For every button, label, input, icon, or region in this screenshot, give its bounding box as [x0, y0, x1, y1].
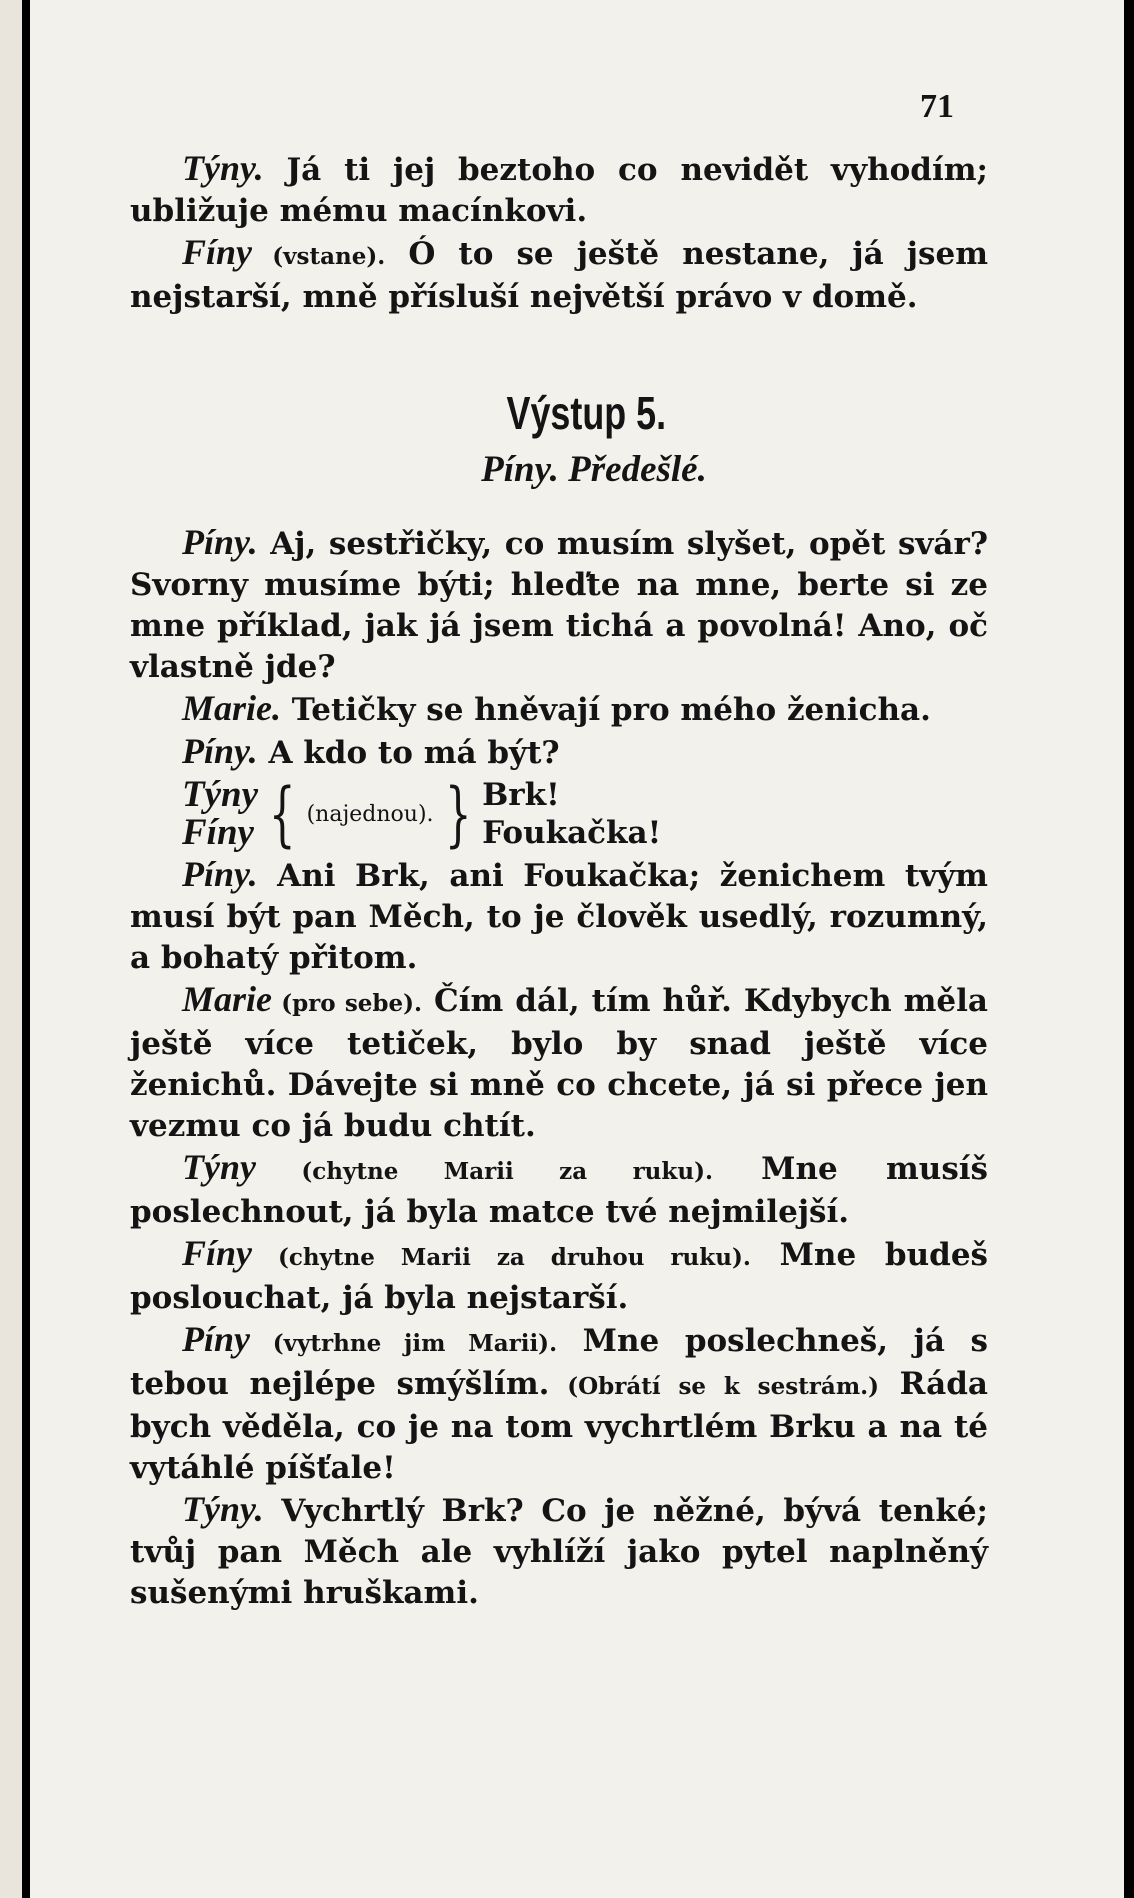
line-text: Ráda bych věděla, co je na tom vychrtlém Brku a na té vytáhlé píšťale!	[130, 1366, 988, 1486]
speaker-name: Týny	[182, 1147, 256, 1187]
speaker-name: Píny	[182, 1319, 250, 1359]
stage-direction: (vstane).	[252, 243, 386, 270]
dialogue-line	[130, 148, 988, 232]
speaker-name: Týny.	[182, 148, 264, 188]
line-text: Mne musíš poslechnout, já byla matce tvé nejmilejší.	[130, 1151, 989, 1230]
line-text: Foukačka!	[482, 815, 662, 851]
dialogue-line	[130, 731, 988, 774]
dialogue-line	[130, 979, 988, 1147]
dialogue-line	[130, 1233, 988, 1319]
speaker-name: Týny	[182, 774, 259, 815]
dialogue-line	[130, 232, 988, 318]
line-text: Ani Brk, ani Foukačka; ženichem tvým musí být pan Měch, to je člověk usedlý, rozumný, a bohatý přitom.	[130, 858, 988, 976]
chorus-lines	[482, 776, 661, 852]
line-text: Mne poslechneš, já s tebou nejlépe smýšlím.	[130, 1323, 988, 1402]
speaker-name: Píny.	[182, 854, 258, 894]
speaker-name: Píny.	[182, 731, 258, 771]
left-brace-icon: {	[268, 773, 296, 855]
speaker-name: Fíny	[182, 232, 253, 272]
line-text: Aj, sestřičky, co musím slyšet, opět svár? Svorny musíme býti; hleďte na mne, berte si ze mne příklad, jak já jsem tichá a povolná! Ano, oč vlastně jde?	[130, 526, 988, 685]
scan-border	[1124, 0, 1134, 1898]
dialogue-line	[130, 1489, 988, 1614]
line-text: Ó to se ještě nestane, já jsem nejstarší, mně přísluší největší právo v domě.	[130, 236, 988, 315]
line-text: Mne budeš poslouchat, já byla nejstarší.	[130, 1237, 988, 1316]
dialogue-line	[130, 522, 988, 688]
speaker-name: Týny.	[182, 1489, 264, 1529]
stage-direction: (chytne Marii za ruku).	[255, 1158, 713, 1185]
chorus-speakers	[182, 776, 258, 852]
speaker-name: Marie.	[182, 688, 281, 728]
line-text: Čím dál, tím hůř. Kdybych měla ještě více tetiček, bylo by snad ještě více ženichů. Dávejte si mně co chcete, já si přece jen vezmu co já budu chtít.	[130, 983, 989, 1144]
stage-direction: (Obrátí se k sestrám.)	[549, 1373, 880, 1400]
stage-direction: (vytrhne jim Marii).	[250, 1330, 558, 1357]
line-text: A kdo to má být?	[257, 735, 560, 771]
book-gutter	[22, 0, 30, 1898]
dialogue-line	[130, 1319, 988, 1489]
stage-direction: (chytne Marii za druhou ruku).	[252, 1244, 751, 1271]
line-text: Tetičky se hněvají pro mého ženicha.	[281, 692, 931, 728]
scene-title: Výstup 5.	[506, 387, 667, 439]
right-brace-icon: }	[444, 773, 472, 855]
dialogue-line	[130, 1147, 988, 1233]
book-page	[30, 0, 1124, 1898]
line-text: Vychrtlý Brk? Co je něžné, bývá tenké; tvůj pan Měch ale vyhlíží jako pytel naplněný sušenými hruškami.	[130, 1493, 988, 1611]
chorus-line	[182, 774, 988, 854]
page-text	[130, 148, 988, 1614]
stage-direction: (najednou).	[306, 801, 434, 827]
speaker-name: Píny.	[182, 522, 258, 562]
speaker-name: Marie	[182, 979, 272, 1019]
adjacent-page-strip	[0, 0, 22, 1898]
line-text: Brk!	[482, 777, 560, 813]
scene-persons: Píny. Předešlé.	[481, 449, 707, 490]
dialogue-line	[130, 854, 988, 979]
speaker-name: Fíny	[182, 1233, 253, 1273]
speaker-name: Fíny	[182, 812, 254, 853]
stage-direction: (pro sebe).	[272, 990, 423, 1017]
page-number: 71	[920, 88, 954, 125]
dialogue-line	[130, 688, 988, 731]
line-text: Já ti jej beztoho co nevidět vyhodím; ubližuje mému macínkovi.	[130, 152, 988, 229]
